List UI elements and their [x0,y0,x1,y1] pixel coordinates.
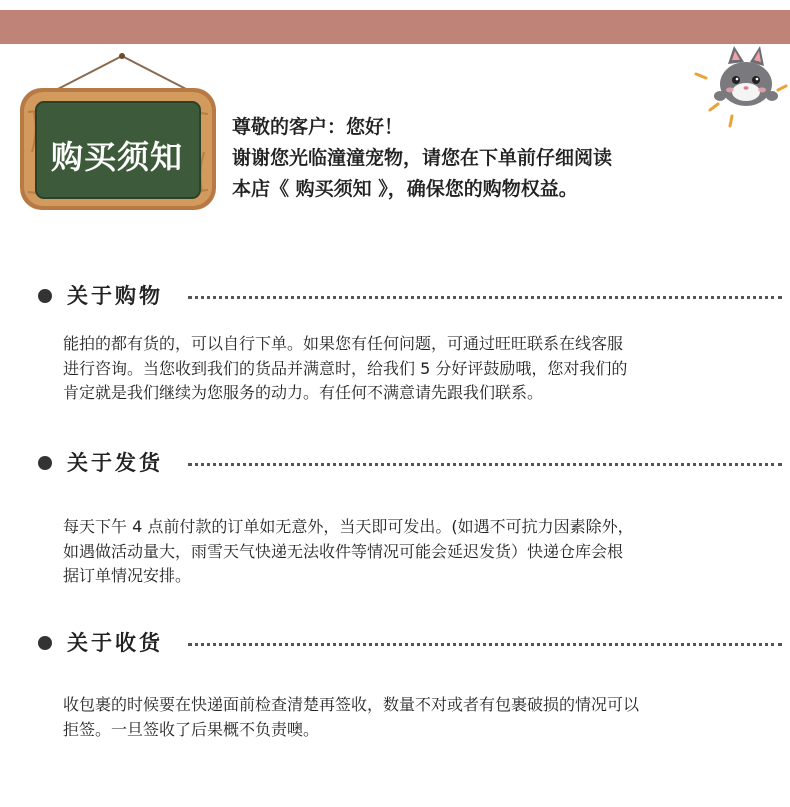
sign-title: 购买须知 [50,138,183,176]
bullet-icon [38,289,52,303]
body-line: 收包裹的时候要在快递面前检查清楚再签收，数量不对或者有包裹破损的情况可以 [63,695,640,714]
top-banner [0,10,790,44]
section-shipping [38,447,782,585]
body-line: 进行咨询。当您收到我们的货品并满意时，给我们 5 分好评鼓励哦，您对我们的 [63,358,628,378]
notice-sign [18,52,218,212]
section-title: 关于购物 [67,284,163,308]
body-line: 如遇做活动量大，雨雪天气快递无法收件等情况可能会延迟发货）快递仓库会根 [63,541,624,561]
cat-icon [690,44,790,134]
section-receiving [38,627,782,739]
body-line: 每天下午 4 点前付款的订单如无意外，当天即可发出。(如遇不可抗力因素除外， [63,517,634,536]
body-line: 拒签。一旦签收了后果概不负责噢。 [63,719,320,739]
section-body [63,693,753,742]
section-body [63,515,753,589]
bullet-icon [38,636,52,650]
section-header [38,280,782,310]
section-header [38,627,782,657]
greeting-text [232,112,732,205]
section-body [63,332,753,406]
dotted-divider [188,643,782,646]
section-header [38,447,782,477]
greeting-line: 尊敬的客户：您好！ [232,116,404,138]
dotted-divider [188,296,782,299]
greeting-line: 本店《 购买须知 》，确保您的购物权益。 [232,178,578,200]
body-line: 能拍的都有货的，可以自行下单。如果您有任何问题，可通过旺旺联系在线客服 [63,334,624,353]
section-title: 关于收货 [67,631,163,655]
section-title: 关于发货 [67,451,163,475]
body-line: 肯定就是我们继续为您服务的动力。有任何不满意请先跟我们联系。 [63,383,544,402]
body-line: 据订单情况安排。 [63,566,192,585]
dotted-divider [188,463,782,466]
greeting-line: 谢谢您光临潼潼宠物，请您在下单前仔细阅读 [232,147,613,169]
bullet-icon [38,456,52,470]
section-shopping [38,280,782,402]
